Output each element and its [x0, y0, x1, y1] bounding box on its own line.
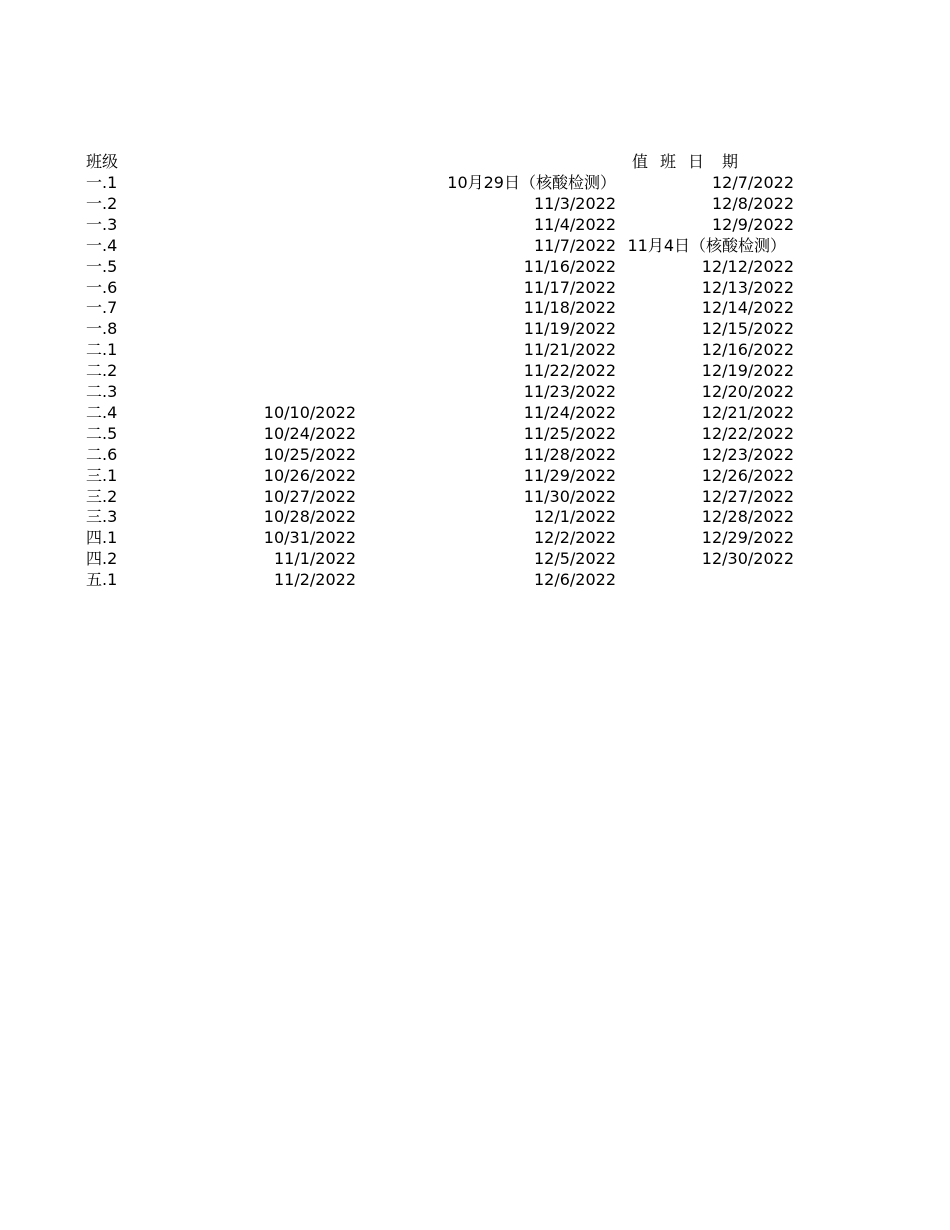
duty-date-cell-2: 11/17/2022 [523, 278, 616, 297]
duty-date-title-char: 班 [660, 152, 677, 171]
duty-date-cell-3: 12/22/2022 [701, 424, 794, 443]
class-name-cell: 一.7 [86, 298, 118, 317]
duty-date-cell-3: 12/14/2022 [701, 298, 794, 317]
duty-date-cell-3: 12/26/2022 [701, 466, 794, 485]
class-name-cell: 五.1 [86, 570, 118, 589]
duty-date-cell-2: 11/3/2022 [533, 194, 616, 213]
duty-date-cell-3: 12/7/2022 [711, 173, 794, 192]
class-name-cell: 一.6 [86, 278, 118, 297]
duty-date-cell-1 [160, 214, 356, 235]
class-name-cell: 四.1 [86, 528, 118, 547]
class-column-header: 班级 [86, 152, 119, 171]
class-name-cell: 二.1 [86, 340, 118, 359]
class-name-cell: 四.2 [86, 549, 118, 568]
class-name-cell: 三.3 [86, 507, 118, 526]
class-name-cell: 二.6 [86, 445, 118, 464]
duty-date-cell-2: 11/25/2022 [523, 424, 616, 443]
duty-date-cell-1 [160, 193, 356, 214]
duty-date-cell-1 [160, 297, 356, 318]
duty-date-cell-2: 11/16/2022 [523, 257, 616, 276]
duty-date-cell-1: 10/27/2022 [263, 487, 356, 506]
duty-date-cell-3: 12/28/2022 [701, 507, 794, 526]
duty-date-cell-3: 12/29/2022 [701, 528, 794, 547]
class-name-cell: 二.3 [86, 382, 118, 401]
duty-date-cell-3: 12/21/2022 [701, 403, 794, 422]
duty-date-cell-2: 11/24/2022 [523, 403, 616, 422]
class-name-cell: 一.8 [86, 319, 118, 338]
duty-date-cell-1: 11/2/2022 [273, 570, 356, 589]
class-name-cell: 一.5 [86, 257, 118, 276]
duty-date-cell-3: 12/23/2022 [701, 445, 794, 464]
duty-date-cell-1 [160, 235, 356, 256]
duty-date-cell-1: 10/10/2022 [263, 403, 356, 422]
duty-date-cell-2: 11/22/2022 [523, 361, 616, 380]
duty-date-cell-3: 12/8/2022 [711, 194, 794, 213]
duty-date-cell-1: 10/26/2022 [263, 466, 356, 485]
duty-date-cell-2: 12/5/2022 [533, 549, 616, 568]
duty-date-cell-2: 11/29/2022 [523, 466, 616, 485]
duty-date-title [632, 151, 738, 172]
duty-date-cell-2: 12/2/2022 [533, 528, 616, 547]
duty-date-cell-1: 10/25/2022 [263, 445, 356, 464]
duty-date-cell-1: 10/28/2022 [263, 507, 356, 526]
duty-date-cell-2: 12/6/2022 [533, 570, 616, 589]
class-name-cell: 二.5 [86, 424, 118, 443]
class-name-cell: 一.2 [86, 194, 118, 213]
duty-date-cell-3: 12/19/2022 [701, 361, 794, 380]
duty-date-cell-3: 12/12/2022 [701, 257, 794, 276]
duty-date-cell-3 [600, 569, 794, 590]
duty-date-title-char: 日 [688, 152, 705, 171]
class-name-cell: 二.4 [86, 403, 118, 422]
class-name-cell: 一.1 [86, 173, 118, 192]
duty-date-cell-1 [160, 318, 356, 339]
duty-date-cell-2: 11/19/2022 [523, 319, 616, 338]
duty-date-cell-2: 11/21/2022 [523, 340, 616, 359]
class-name-cell: 三.1 [86, 466, 118, 485]
duty-date-cell-2: 11/23/2022 [523, 382, 616, 401]
duty-date-title-char: 值 [632, 152, 649, 171]
duty-date-cell-3: 12/15/2022 [701, 319, 794, 338]
duty-date-cell-3: 12/30/2022 [701, 549, 794, 568]
duty-date-cell-1: 10/24/2022 [263, 424, 356, 443]
duty-date-cell-3: 12/9/2022 [711, 215, 794, 234]
duty-date-cell-1 [160, 172, 356, 193]
duty-date-cell-3: 12/13/2022 [701, 278, 794, 297]
duty-date-cell-3: 12/27/2022 [701, 487, 794, 506]
class-name-cell: 一.3 [86, 215, 118, 234]
duty-date-cell-2: 10月29日（核酸检测） [447, 173, 616, 192]
duty-date-cell-2: 11/30/2022 [523, 487, 616, 506]
duty-date-cell-2: 11/18/2022 [523, 298, 616, 317]
class-name-cell: 二.2 [86, 361, 118, 380]
duty-date-cell-2: 12/1/2022 [533, 507, 616, 526]
duty-date-cell-1 [160, 339, 356, 360]
duty-date-cell-1 [160, 381, 356, 402]
duty-date-cell-3: 11月4日（核酸检测） [627, 236, 786, 255]
duty-date-cell-1: 11/1/2022 [273, 549, 356, 568]
duty-date-cell-1 [160, 256, 356, 277]
duty-date-cell-3: 12/16/2022 [701, 340, 794, 359]
duty-date-cell-2: 11/28/2022 [523, 445, 616, 464]
duty-date-cell-2: 11/4/2022 [533, 215, 616, 234]
duty-date-cell-1 [160, 360, 356, 381]
class-name-cell: 一.4 [86, 236, 118, 255]
class-name-cell: 三.2 [86, 487, 118, 506]
duty-date-cell-2: 11/7/2022 [533, 236, 616, 255]
duty-date-cell-1 [160, 277, 356, 298]
duty-date-cell-3: 12/20/2022 [701, 382, 794, 401]
duty-date-title-char: 期 [722, 152, 739, 171]
duty-date-cell-1: 10/31/2022 [263, 528, 356, 547]
